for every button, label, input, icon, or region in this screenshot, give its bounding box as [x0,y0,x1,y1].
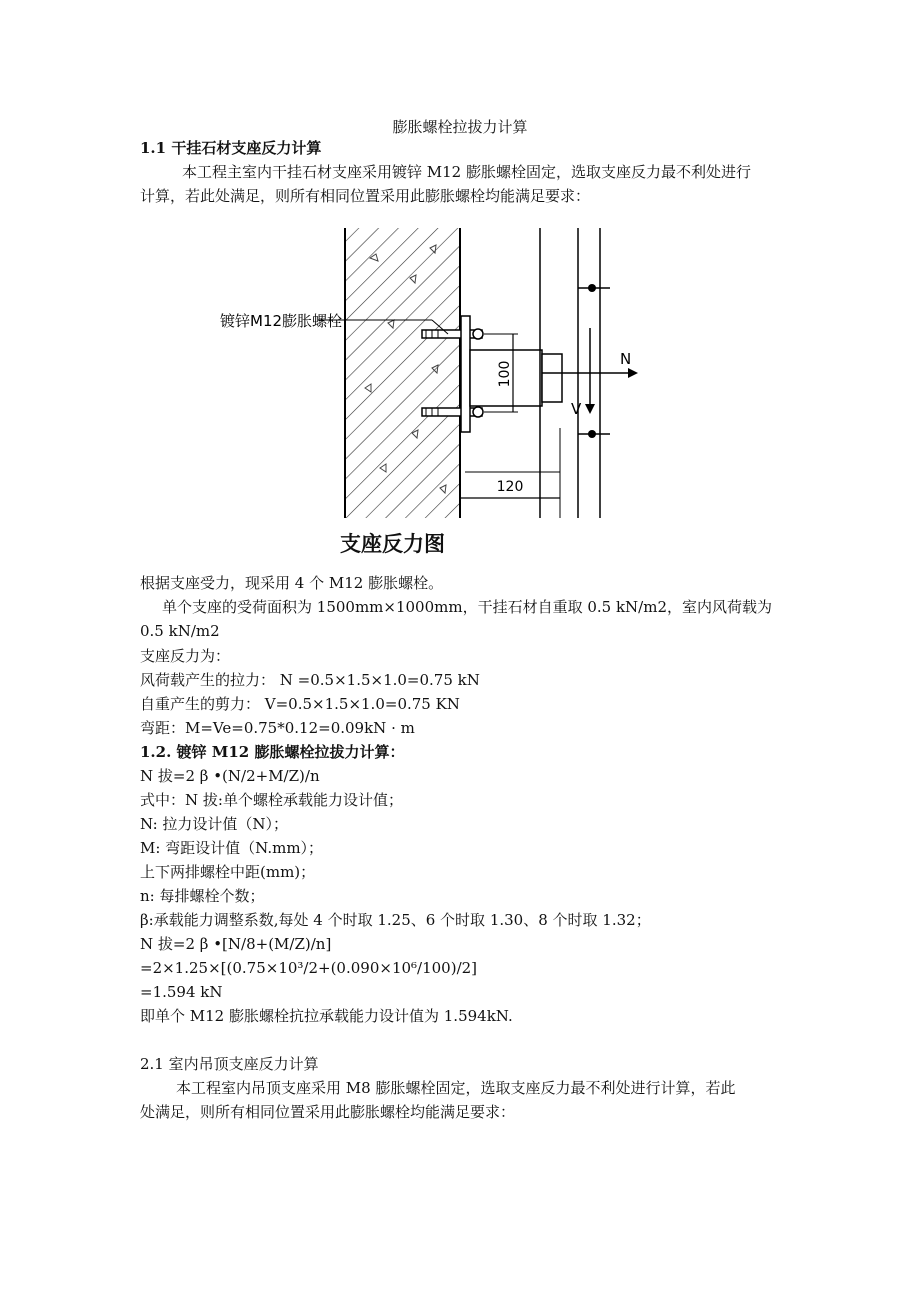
concrete-wall [345,228,460,518]
formula-1: N 拔=2 β •(N/2+M/Z)/n [140,767,320,785]
paragraph-self-weight: 自重产生的剪力： V=0.5×1.5×1.0=0.75 KN [140,695,460,713]
definition-2: M: 弯距设计值（N.mm）； [140,839,324,857]
dimension-horizontal-label: 120 [496,479,524,495]
definition-0: 式中：N 拔:单个螺栓承载能力设计值； [140,791,403,809]
dimension-vertical-label: 100 [497,360,513,388]
force-v-label: V [571,400,582,418]
section-1-heading: 1.1 干挂石材支座反力计算 [140,139,322,157]
definition-3: 上下两排螺栓中距(mm)； [140,863,316,881]
definition-1: N: 拉力设计值（N）； [140,815,289,833]
dimension-horizontal [461,428,560,518]
support-reaction-diagram [200,228,660,518]
section-1-paragraph-line-1: 本工程主室内干挂石材支座采用镀锌 M12 膨胀螺栓固定，选取支座反力最不利处进行 [182,163,751,181]
formula-3: =2×1.25×[(0.75×10³/2+(0.090×10⁶/100)/2] [140,959,478,977]
formula-2: N 拔=2 β •[N/8+(M/Z)/n] [140,935,332,953]
bolt-label: 镀锌M12膨胀螺栓 [220,312,343,330]
definition-4: n: 每排螺栓个数； [140,887,265,905]
paragraph-moment: 弯距：M=Ve=0.75*0.12=0.09kN · m [140,719,415,737]
bracket [470,350,562,406]
formula-4: =1.594 kN [140,983,223,1001]
force-n-label: N [620,350,632,368]
anchor-plate [461,316,470,432]
paragraph-wind-load: 风荷载产生的拉力： N =0.5×1.5×1.0=0.75 kN [140,671,480,689]
section-2-paragraph-line-2: 处满足，则所有相同位置采用此膨胀螺栓均能满足要求： [140,1103,516,1121]
paragraph-area-line-1: 单个支座的受荷面积为 1500mm×1000mm，干挂石材自重取 0.5 kN/m2，室内风荷载为 [162,598,773,616]
conclusion: 即单个 M12 膨胀螺栓抗拉承载能力设计值为 1.594kN. [140,1007,513,1025]
section-2-paragraph-line-1: 本工程室内吊顶支座采用 M8 膨胀螺栓固定，选取支座反力最不利处进行计算，若此 [176,1079,736,1097]
definition-5: β:承载能力调整系数,每处 4 个时取 1.25、6 个时取 1.30、8 个时取 1.32； [140,911,651,929]
section-1-2-heading: 1.2. 镀锌 M12 膨胀螺栓拉拔力计算： [140,743,405,761]
section-1-paragraph-line-2: 计算，若此处满足，则所有相同位置采用此膨胀螺栓均能满足要求： [140,187,591,205]
section-2-heading: 2.1 室内吊顶支座反力计算 [140,1055,319,1073]
figure-caption: 支座反力图 [340,532,445,556]
paragraph-bolts: 根据支座受力，现采用 4 个 M12 膨胀螺栓。 [140,574,444,592]
paragraph-area-line-2: 0.5 kN/m2 [140,622,220,640]
paragraph-reaction: 支座反力为： [140,647,231,665]
document-title: 膨胀螺栓拉拔力计算 [392,118,528,136]
